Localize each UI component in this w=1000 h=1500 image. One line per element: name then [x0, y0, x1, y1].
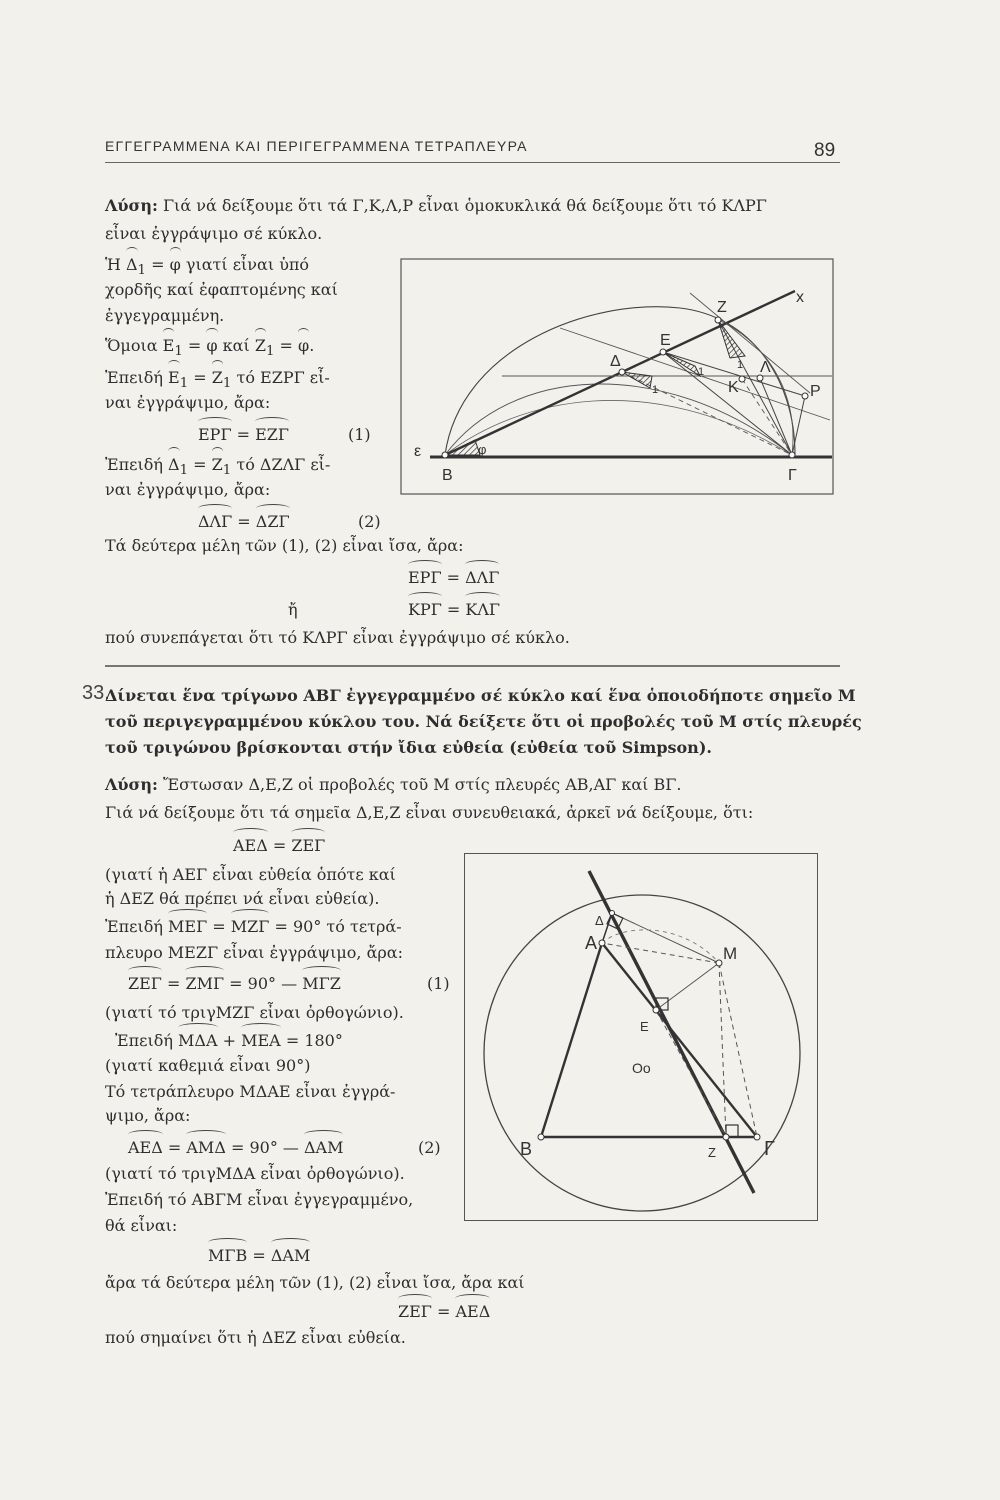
solution2-line-7: (γιατί τό τριγΜΖΓ εἶναι ὀρθογώνιο). [105, 1003, 404, 1022]
label2-a: A [585, 933, 598, 953]
label-one-a: 1 [652, 384, 659, 396]
equation-2: ΔΛΓ = ΔΖΓ [198, 512, 290, 531]
label-r: P [810, 383, 821, 400]
solution2-line-1: Λύση: Ἔστωσαν Δ,Ε,Ζ οἱ προβολές τοῦ Μ στίς πλευρές ΑΒ,ΑΓ καί ΒΓ. [105, 775, 682, 794]
label2-o: Oo [632, 1060, 651, 1076]
equation-2-number: (2) [358, 512, 381, 531]
eq2-3-number: (2) [418, 1138, 441, 1157]
figure-1-frame [401, 259, 833, 494]
section-rule [105, 665, 840, 667]
label-g: Γ [788, 467, 797, 484]
solution2-line-5: Ἐπειδή ΜΕΓ = ΜΖΓ = 90° τό τετρά- [105, 917, 402, 936]
label-eps: ε [414, 443, 422, 460]
problem-33-line-2: τοῦ περιγεγραμμένου κύκλου του. Νά δείξετε ὅτι οἱ προβολές τοῦ Μ στίς πλευρές [105, 712, 862, 731]
side-ab [541, 943, 602, 1137]
solution-line-5: ἐγγεγραμμένη. [105, 306, 225, 325]
label-l: Λ [760, 359, 771, 376]
solution2-line-16: πού σημαίνει ὅτι ἡ ΔΕΖ εἶναι εὐθεία. [105, 1328, 406, 1347]
label-z: Z [717, 299, 727, 316]
simson-line [589, 871, 754, 1193]
running-header: ΕΓΓΕΓΡΑΜΜΕΝΑ ΚΑΙ ΠΕΡΙΓΕΓΡΑΜΜΕΝΑ ΤΕΤΡΑΠΛΕΥΡΑ [105, 138, 528, 154]
figure-2 [464, 853, 818, 1221]
solution2-line-9: (γιατί καθεμιά εἶναι 90°) [105, 1056, 311, 1075]
circle-arc-inner-1 [445, 384, 792, 455]
angle-phi [445, 440, 480, 455]
label2-g: Γ [764, 1138, 776, 1160]
label2-z: Z [708, 1145, 716, 1160]
solution-line-3: Ἡ $\Delta_1 = \varphi$ γιατί εἶναι ὑπό [105, 255, 310, 279]
label-one-b: 1 [698, 366, 705, 378]
equation-3: ΕΡΓ = ΔΛΓ [408, 568, 500, 587]
problem-33-line-1: Δίνεται ἕνα τρίγωνο ΑΒΓ ἐγγεγραμμένο σέ κύκλο καί ἕνα ὁποιοδήποτε σημεῖο Μ [105, 686, 856, 705]
circle-arc-inner-2 [445, 400, 792, 455]
label-e: E [660, 332, 671, 349]
circumcircle [484, 895, 800, 1211]
eq2-3: ΑΕΔ = ΑΜΔ = 90° — ΔΑΜ [128, 1138, 344, 1157]
solution2-line-15: ἄρα τά δεύτερα μέλη τῶν (1), (2) εἶναι ἴσα, ἄρα καί [105, 1273, 525, 1292]
eq2-5: ΖΕΓ = ΑΕΔ [398, 1302, 491, 1321]
problem-number: 33. [82, 682, 110, 704]
page-number: 89 [814, 140, 836, 161]
solution-line-10: ναι ἐγγράψιμο, ἄρα: [105, 480, 271, 499]
eq2-2: ΖΕΓ = ΖΜΓ = 90° — ΜΓΖ [128, 974, 341, 993]
eq2-4: ΜΓΒ = ΔΑΜ [208, 1246, 311, 1265]
figure-1 [400, 258, 840, 498]
label2-e: E [640, 1019, 649, 1034]
side-ag [602, 943, 757, 1137]
problem-33-line-3: τοῦ τριγώνου βρίσκονται στήν ἴδια εὐθεία (εὐθεία τοῦ Simpson). [105, 738, 712, 757]
solution2-line-11: ψιμο, ἄρα: [105, 1106, 191, 1125]
label2-m: M [723, 944, 738, 963]
solution2-line-2: Γιά νά δείξουμε ὅτι τά σημεῖα Δ,Ε,Ζ εἶναι συνευθειακά, ἀρκεῖ νά δείξουμε, ὅτι: [105, 803, 754, 822]
label-x: x [796, 289, 804, 306]
or-word: ἤ [288, 600, 298, 619]
header-rule [105, 162, 840, 163]
solution-line-9: Ἐπειδή $\Delta_1 = Z_1$ τό ΔΖΛΓ εἶ- [105, 455, 331, 479]
solution2-line-6: πλευρο ΜΕΖΓ εἶναι ἐγγράψιμο, ἄρα: [105, 943, 403, 962]
label-one-c: 1 [737, 359, 744, 371]
equation-1-number: (1) [348, 425, 371, 444]
eq2-1: ΑΕΔ = ΖΕΓ [233, 836, 326, 855]
solution-line-1: Λύση: Γιά νά δείξουμε ὅτι τά Γ,Κ,Λ,Ρ εἶναι ὁμοκυκλικά θά δείξουμε ὅτι τό ΚΛΡΓ [105, 196, 767, 215]
solution2-line-13: Ἐπειδή τό ΑΒΓΜ εἶναι ἐγγεγραμμένο, [105, 1190, 414, 1209]
label-phi: φ [478, 442, 487, 457]
solution-line-4: χορδῆς καί ἐφαπτομένης καί [105, 280, 338, 299]
label-d: Δ [610, 353, 621, 370]
solution2-line-4: ἡ ΔΕΖ θά πρέπει νά εἶναι εὐθεία). [105, 889, 380, 908]
solution-line-11: Τά δεύτερα μέλη τῶν (1), (2) εἶναι ἴσα, ἄρα: [105, 536, 464, 555]
equation-1: ΕΡΓ = ΕΖΓ [198, 425, 290, 444]
label2-d: Δ [595, 913, 604, 928]
label-k: K [728, 379, 739, 396]
solution2-line-3: (γιατί ἡ ΑΕΓ εἶναι εὐθεία ὁπότε καί [105, 865, 396, 884]
solution2-line-12: (γιατί τό τριγΜΔΑ εἶναι ὀρθογώνιο). [105, 1164, 405, 1183]
solution2-line-10: Τό τετράπλευρο ΜΔΑΕ εἶναι ἐγγρά- [105, 1082, 396, 1101]
solution-line-6: Ὅμοια $E_1 = \varphi$ καί $Z_1 = \varphi$. [105, 336, 315, 360]
solution-line-7: Ἐπειδή $E_1 = Z_1$ τό ΕΖΡΓ εἶ- [105, 368, 330, 392]
equation-4: ΚΡΓ = ΚΛΓ [408, 600, 501, 619]
solution-line-2: εἶναι ἐγγράψιμο σέ κύκλο. [105, 224, 323, 243]
eq2-2-number: (1) [427, 974, 450, 993]
solution-line-8: ναι ἐγγράψιμο, ἄρα: [105, 393, 271, 412]
solution-line-12: πού συνεπάγεται ὅτι τό ΚΛΡΓ εἶναι ἐγγράψιμο σέ κύκλο. [105, 628, 570, 647]
label-b: B [442, 467, 453, 484]
solution2-line-8: Ἐπειδή ΜΔΑ + ΜΕΑ = 180° [115, 1031, 343, 1050]
solution2-line-14: θά εἶναι: [105, 1216, 178, 1235]
label2-b: B [520, 1139, 533, 1159]
angle-e1 [663, 352, 700, 376]
